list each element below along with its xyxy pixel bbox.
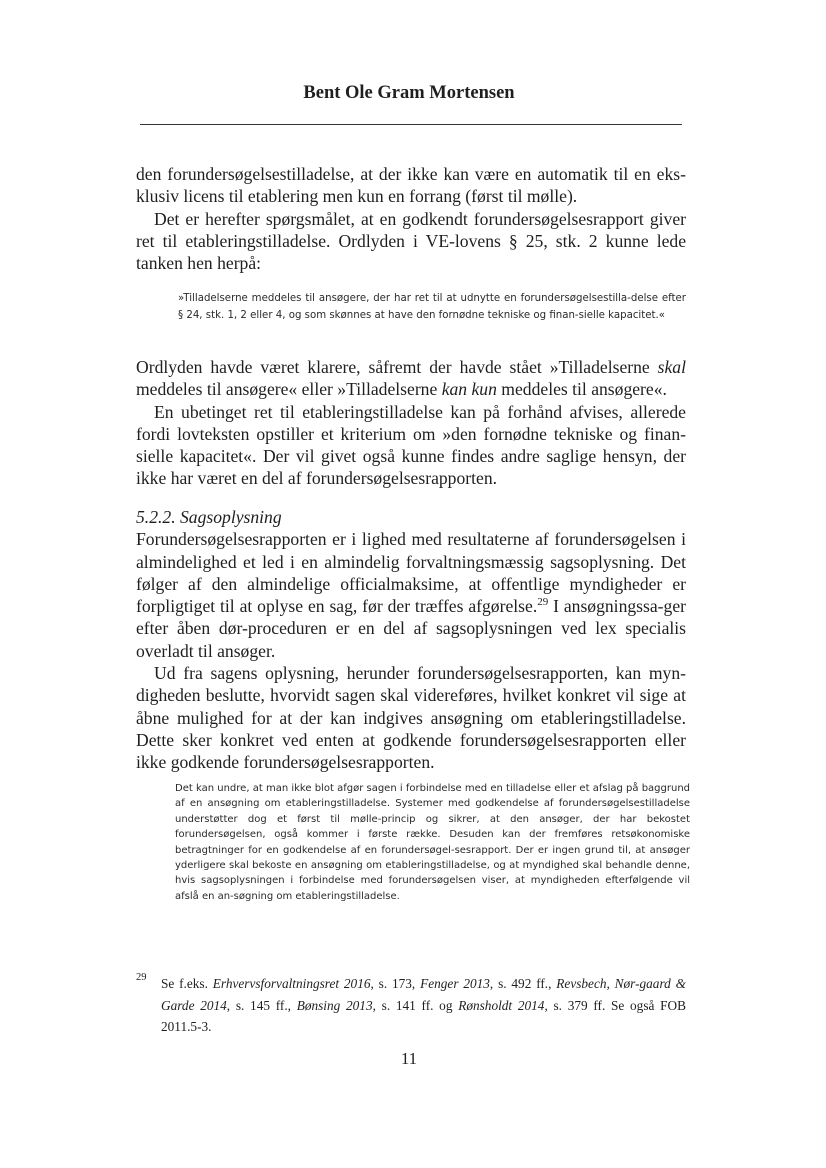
paragraph: Det er herefter spørgsmålet, at en godkendt forundersøgelsesrapport giver ret til etableringstilladelse. Ordlyden i VE-lovens § 25, stk. 2 kunne lede tanken hen herpå: — [136, 208, 686, 274]
text-block-1 — [136, 163, 686, 274]
page-number: 11 — [400, 1049, 418, 1068]
text-block-2 — [136, 356, 686, 490]
section-5-2-2 — [136, 506, 686, 774]
paragraph: den forundersøgelsestilladelse, at der ikke kan være en automatik til en eks-klusiv licens til etablering men kun en forrang (først til mølle). — [136, 164, 686, 207]
emphasis: skal — [657, 357, 686, 377]
paragraph: En ubetinget ret til etableringstilladelse kan på forhånd afvises, allerede fordi lovteksten opstiller et kriterium om »den fornødne tekniske og finan-sielle kapacitet«. Der vil givet også kunne findes andre saglige hensyn, der ikke har været en del af forundersøgelsesrapporten. — [136, 401, 686, 489]
footnote-text: Se f.eks. Erhvervsforvaltningsret 2016, s. 173, Fenger 2013, s. 492 ff., Revsbech, Nør-gaard & Garde 2014, s. 145 ff., Bønsing 2013, s. 141 ff. og Rønsholdt 2014, s. 379 ff. Se også FOB 2011.5-3. — [161, 976, 686, 1035]
footnote-number: 29 — [136, 972, 147, 983]
section-heading: 5.2.2. Sagsoplysning — [136, 507, 282, 527]
small-print-note: Det kan undre, at man ikke blot afgør sagen i forbindelse med en tilladelse eller et afslag på baggrund af en ansøgning om etableringstilladelse. Systemer med godkendelse af forundersøgelsestilladelse understøtter dog et først til mølle-princip og sikrer, at den ansøger, der har bekostet forundersøgelsen, også kommer i første række. Desuden kan der fremføres retsøkonomiske betragtninger for en godkendelse af en forundersøgel-sesrapport. Der er ingen grund til, at ansøger yderligere skal bekoste en ansøgning om etableringstilladelse, og at myndighed skal behandle denne, hvis sagsoplysningen i forbindelse med forundersøgelsen viser, at myndigheden efterfølgende vil afslå en an-søgning om etableringstilladelse. — [175, 783, 690, 902]
paragraph: Forundersøgelsesrapporten er i lighed med resultaterne af forundersøgelsen i almindelighed et led i en almindelig forvaltningsmæssig sagsoplysning. Det følger af den almindelige officialmaksime, at offentlige myndigheder er forpligtiget til at oplyse en sag, før der træffes afgørelse.$^{29}$ I ansøgningssa-ger efter åben dør-proceduren er en del af sagsoplysningen ved lex specialis overladt til ansøger. — [136, 529, 686, 661]
emphasis: kan kun — [441, 379, 497, 400]
footnote-ref[interactable]: 29 — [537, 596, 549, 609]
paragraph: Ordlyden havde været klarere, såfremt der havde stået »Tilladelserne skal meddeles til ansøgere« eller »Tilladelserne kan kun meddeles til ansøgere«. — [136, 357, 686, 400]
header-rule — [140, 124, 682, 125]
block-quote: »Tilladelserne meddeles til ansøgere, der har ret til at udnytte en forundersøgelsestilla-delse efter § 24, stk. 1, 2 eller 4, og som skønnes at have den fornødne tekniske og finan-sielle kapacitet.« — [178, 293, 686, 321]
paragraph: Ud fra sagens oplysning, herunder forundersøgelsesrapporten, kan myn-digheden beslutte, hvorvidt sagen skal videreføres, hvilket konkret vil sige at åbne mulighed for at der kan indgives ansøgning om etableringstilladelse. Dette sker konkret ved enten at godkende forundersøgelsesrapporten eller ikke godkende forundersøgelsesrapporten. — [136, 663, 686, 773]
running-header-author: Bent Ole Gram Mortensen — [303, 83, 515, 103]
footnote — [136, 973, 686, 1038]
